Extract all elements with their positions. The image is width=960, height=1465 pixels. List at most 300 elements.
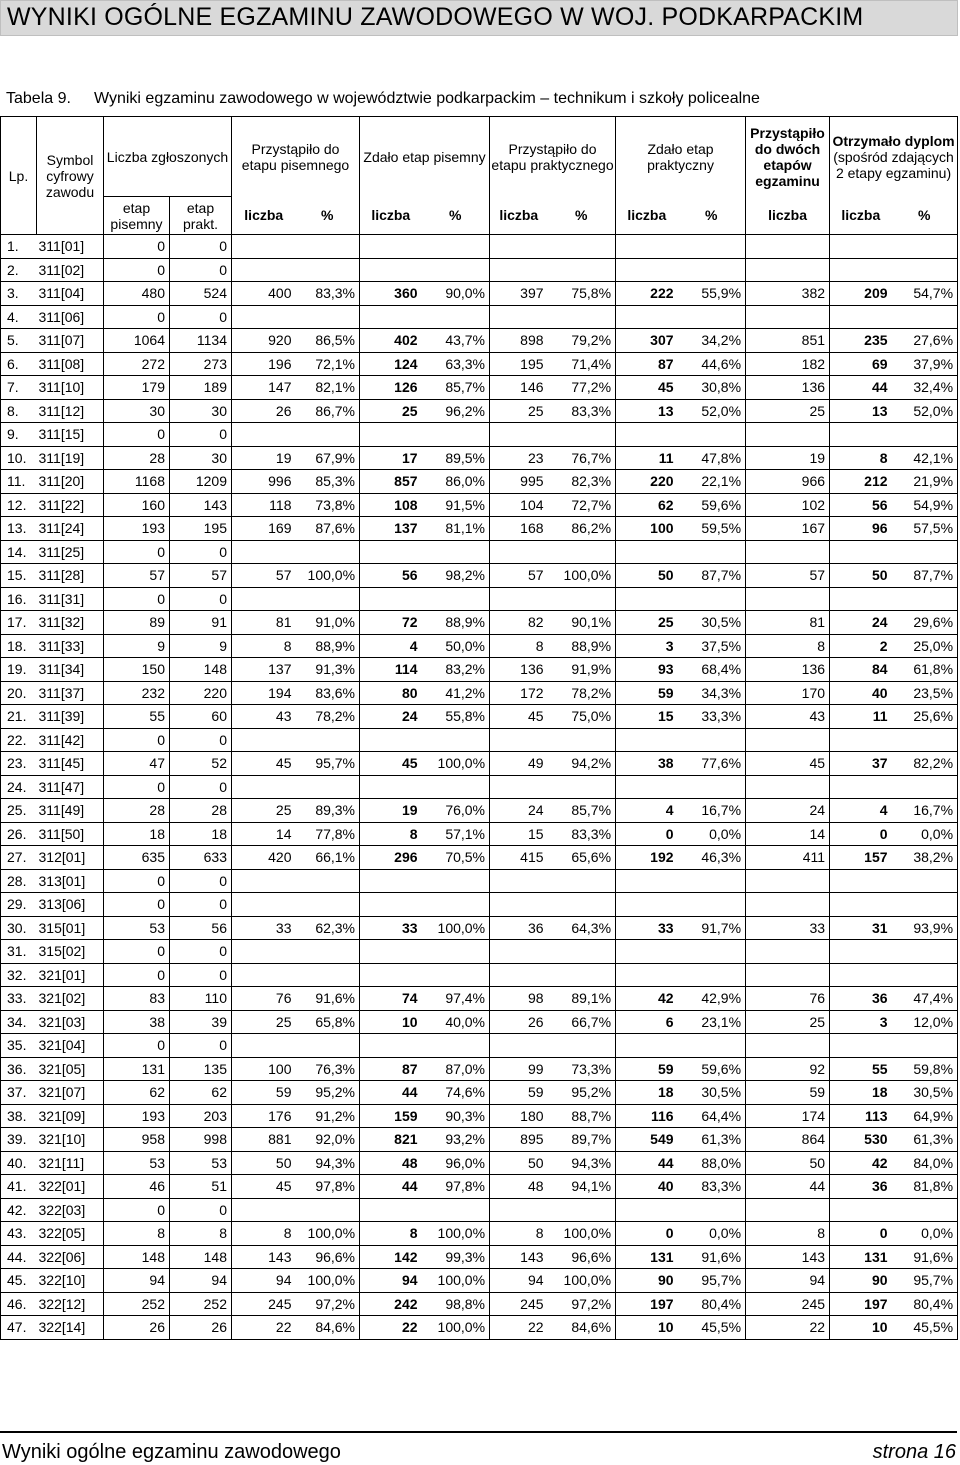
- cell-zdalo-pis-pct: 98,2%: [422, 564, 490, 588]
- cell-przyst-prakt-pct: 82,3%: [548, 470, 616, 494]
- cell-dyplom-pct: [892, 258, 958, 282]
- cell-dyplom-pct: 84,0%: [892, 1151, 958, 1175]
- cell-dwoch-liczba: 245: [746, 1292, 830, 1316]
- cell-dyplom-liczba: [830, 893, 892, 917]
- cell-zdalo-prakt-liczba: [616, 775, 678, 799]
- cell-lp: 18.: [1, 634, 37, 658]
- cell-zdalo-prakt-pct: [678, 1034, 746, 1058]
- cell-zgl-pisemny: 0: [104, 587, 170, 611]
- cell-przyst-prakt-liczba: 50: [490, 1151, 548, 1175]
- cell-dyplom-liczba: 4: [830, 799, 892, 823]
- cell-lp: 4.: [1, 305, 37, 329]
- cell-zdalo-prakt-liczba: 15: [616, 705, 678, 729]
- cell-zdalo-prakt-pct: [678, 869, 746, 893]
- cell-dyplom-pct: 91,6%: [892, 1245, 958, 1269]
- cell-dyplom-pct: 47,4%: [892, 987, 958, 1011]
- cell-przyst-prakt-liczba: 24: [490, 799, 548, 823]
- cell-zgl-prakt: 0: [170, 305, 232, 329]
- cell-zgl-pisemny: 28: [104, 446, 170, 470]
- cell-zgl-prakt: 0: [170, 869, 232, 893]
- cell-zdalo-prakt-liczba: 93: [616, 658, 678, 682]
- cell-dyplom-pct: 95,7%: [892, 1269, 958, 1293]
- cell-dyplom-liczba: [830, 963, 892, 987]
- cell-przyst-pis-pct: 83,3%: [296, 282, 360, 306]
- cell-dyplom-liczba: [830, 940, 892, 964]
- cell-przyst-pis-pct: 89,3%: [296, 799, 360, 823]
- cell-przyst-pis-liczba: 176: [232, 1104, 296, 1128]
- cell-zdalo-prakt-liczba: 4: [616, 799, 678, 823]
- cell-dyplom-liczba: 113: [830, 1104, 892, 1128]
- table-row: [1, 1057, 958, 1081]
- cell-dyplom-pct: 80,4%: [892, 1292, 958, 1316]
- cell-przyst-pis-liczba: 245: [232, 1292, 296, 1316]
- cell-przyst-prakt-pct: 88,7%: [548, 1104, 616, 1128]
- cell-przyst-prakt-liczba: 49: [490, 752, 548, 776]
- cell-symbol: 311[25]: [37, 540, 104, 564]
- cell-dwoch-liczba: 76: [746, 987, 830, 1011]
- cell-przyst-prakt-pct: 90,1%: [548, 611, 616, 635]
- cell-dyplom-liczba: [830, 775, 892, 799]
- cell-przyst-pis-liczba: 25: [232, 799, 296, 823]
- header-zdalo-pisemny: Zdało etap pisemny: [360, 117, 490, 197]
- cell-dyplom-pct: [892, 940, 958, 964]
- cell-zdalo-pis-liczba: 24: [360, 705, 422, 729]
- cell-zdalo-pis-pct: 96,0%: [422, 1151, 490, 1175]
- cell-zdalo-pis-liczba: 17: [360, 446, 422, 470]
- cell-zdalo-pis-liczba: 22: [360, 1316, 422, 1340]
- cell-przyst-pis-pct: 100,0%: [296, 1269, 360, 1293]
- cell-zgl-pisemny: 83: [104, 987, 170, 1011]
- cell-zdalo-pis-liczba: 94: [360, 1269, 422, 1293]
- cell-zdalo-prakt-liczba: [616, 1034, 678, 1058]
- cell-zdalo-prakt-pct: 47,8%: [678, 446, 746, 470]
- cell-przyst-prakt-pct: 84,6%: [548, 1316, 616, 1340]
- table-row: [1, 399, 958, 423]
- cell-przyst-pis-liczba: 169: [232, 517, 296, 541]
- cell-przyst-pis-liczba: 143: [232, 1245, 296, 1269]
- cell-zdalo-prakt-pct: [678, 1198, 746, 1222]
- cell-dwoch-liczba: 81: [746, 611, 830, 635]
- cell-dwoch-liczba: 24: [746, 799, 830, 823]
- table-row: [1, 634, 958, 658]
- cell-dwoch-liczba: 864: [746, 1128, 830, 1152]
- cell-dwoch-liczba: 102: [746, 493, 830, 517]
- cell-zdalo-pis-liczba: 8: [360, 822, 422, 846]
- table-row: [1, 1034, 958, 1058]
- cell-przyst-pis-pct: 96,6%: [296, 1245, 360, 1269]
- table-row: [1, 681, 958, 705]
- cell-lp: 3.: [1, 282, 37, 306]
- cell-przyst-prakt-pct: 100,0%: [548, 564, 616, 588]
- cell-lp: 41.: [1, 1175, 37, 1199]
- cell-symbol: 311[08]: [37, 352, 104, 376]
- cell-przyst-prakt-pct: 100,0%: [548, 1269, 616, 1293]
- cell-przyst-pis-liczba: 22: [232, 1316, 296, 1340]
- cell-zdalo-pis-liczba: [360, 423, 422, 447]
- cell-przyst-pis-pct: 86,7%: [296, 399, 360, 423]
- cell-zdalo-prakt-pct: 44,6%: [678, 352, 746, 376]
- cell-zdalo-pis-liczba: 44: [360, 1175, 422, 1199]
- cell-zgl-prakt: 633: [170, 846, 232, 870]
- cell-zgl-pisemny: 635: [104, 846, 170, 870]
- cell-dwoch-liczba: 43: [746, 705, 830, 729]
- cell-przyst-pis-liczba: [232, 963, 296, 987]
- table-number: Tabela 9.: [6, 90, 71, 107]
- cell-przyst-prakt-liczba: 415: [490, 846, 548, 870]
- cell-zdalo-prakt-liczba: 0: [616, 1222, 678, 1246]
- cell-przyst-pis-pct: 94,3%: [296, 1151, 360, 1175]
- cell-zdalo-prakt-pct: 23,1%: [678, 1010, 746, 1034]
- cell-symbol: 311[34]: [37, 658, 104, 682]
- cell-lp: 13.: [1, 517, 37, 541]
- cell-lp: 45.: [1, 1269, 37, 1293]
- cell-przyst-pis-pct: 84,6%: [296, 1316, 360, 1340]
- cell-zdalo-pis-liczba: [360, 940, 422, 964]
- table-row: [1, 282, 958, 306]
- cell-przyst-pis-liczba: 45: [232, 1175, 296, 1199]
- cell-zdalo-pis-liczba: [360, 1198, 422, 1222]
- header-pct-6: %: [892, 197, 958, 235]
- cell-dwoch-liczba: [746, 423, 830, 447]
- cell-przyst-pis-pct: 73,8%: [296, 493, 360, 517]
- cell-zgl-pisemny: 0: [104, 893, 170, 917]
- cell-symbol: 313[06]: [37, 893, 104, 917]
- cell-zgl-pisemny: 0: [104, 235, 170, 259]
- cell-przyst-pis-liczba: [232, 305, 296, 329]
- cell-dyplom-liczba: 131: [830, 1245, 892, 1269]
- cell-zdalo-pis-pct: 88,9%: [422, 611, 490, 635]
- cell-dwoch-liczba: [746, 775, 830, 799]
- cell-dyplom-liczba: 10: [830, 1316, 892, 1340]
- cell-zdalo-prakt-pct: [678, 305, 746, 329]
- cell-symbol: 322[01]: [37, 1175, 104, 1199]
- cell-dyplom-pct: 87,7%: [892, 564, 958, 588]
- cell-zdalo-prakt-liczba: [616, 587, 678, 611]
- table-row: [1, 963, 958, 987]
- cell-dyplom-liczba: 209: [830, 282, 892, 306]
- cell-zdalo-prakt-liczba: 45: [616, 376, 678, 400]
- header-liczba-5: liczba: [746, 197, 830, 235]
- cell-zdalo-pis-pct: [422, 1198, 490, 1222]
- cell-zdalo-pis-liczba: 142: [360, 1245, 422, 1269]
- cell-zgl-prakt: 1209: [170, 470, 232, 494]
- cell-symbol: 311[47]: [37, 775, 104, 799]
- cell-przyst-pis-liczba: 8: [232, 634, 296, 658]
- cell-zgl-prakt: 91: [170, 611, 232, 635]
- cell-dyplom-liczba: [830, 1198, 892, 1222]
- cell-przyst-pis-liczba: 45: [232, 752, 296, 776]
- cell-zdalo-prakt-pct: [678, 775, 746, 799]
- results-body: [1, 235, 958, 1340]
- cell-zdalo-pis-pct: 43,7%: [422, 329, 490, 353]
- cell-dwoch-liczba: 19: [746, 446, 830, 470]
- cell-zgl-pisemny: 62: [104, 1081, 170, 1105]
- cell-przyst-pis-liczba: 33: [232, 916, 296, 940]
- cell-przyst-prakt-liczba: [490, 1198, 548, 1222]
- cell-symbol: 321[05]: [37, 1057, 104, 1081]
- cell-przyst-pis-pct: 91,6%: [296, 987, 360, 1011]
- cell-zgl-pisemny: 0: [104, 1198, 170, 1222]
- cell-zgl-pisemny: 0: [104, 540, 170, 564]
- cell-dyplom-liczba: [830, 540, 892, 564]
- cell-dyplom-liczba: 0: [830, 1222, 892, 1246]
- cell-przyst-prakt-pct: 83,3%: [548, 822, 616, 846]
- table-row: [1, 446, 958, 470]
- cell-przyst-prakt-liczba: 8: [490, 1222, 548, 1246]
- cell-lp: 20.: [1, 681, 37, 705]
- cell-zdalo-prakt-liczba: 59: [616, 1057, 678, 1081]
- cell-zgl-prakt: 0: [170, 1034, 232, 1058]
- cell-lp: 46.: [1, 1292, 37, 1316]
- cell-zdalo-prakt-liczba: 6: [616, 1010, 678, 1034]
- cell-zdalo-prakt-pct: 88,0%: [678, 1151, 746, 1175]
- cell-zdalo-pis-liczba: 857: [360, 470, 422, 494]
- cell-zgl-prakt: 0: [170, 940, 232, 964]
- cell-dyplom-pct: 38,2%: [892, 846, 958, 870]
- cell-przyst-pis-pct: 82,1%: [296, 376, 360, 400]
- cell-zgl-pisemny: 232: [104, 681, 170, 705]
- cell-zdalo-prakt-liczba: [616, 869, 678, 893]
- cell-przyst-pis-liczba: [232, 587, 296, 611]
- cell-przyst-pis-liczba: 147: [232, 376, 296, 400]
- cell-zdalo-prakt-liczba: 131: [616, 1245, 678, 1269]
- cell-zdalo-prakt-pct: [678, 963, 746, 987]
- cell-zgl-prakt: 57: [170, 564, 232, 588]
- cell-przyst-pis-pct: 88,9%: [296, 634, 360, 658]
- table-row: [1, 1316, 958, 1340]
- cell-zdalo-prakt-liczba: 25: [616, 611, 678, 635]
- table-row: [1, 564, 958, 588]
- cell-przyst-prakt-pct: 79,2%: [548, 329, 616, 353]
- cell-przyst-prakt-liczba: 8: [490, 634, 548, 658]
- cell-zdalo-pis-liczba: 124: [360, 352, 422, 376]
- table-row: [1, 846, 958, 870]
- cell-zgl-prakt: 148: [170, 1245, 232, 1269]
- cell-zgl-prakt: 94: [170, 1269, 232, 1293]
- cell-przyst-pis-pct: 100,0%: [296, 564, 360, 588]
- cell-przyst-pis-liczba: 94: [232, 1269, 296, 1293]
- cell-przyst-prakt-liczba: 146: [490, 376, 548, 400]
- cell-symbol: 321[07]: [37, 1081, 104, 1105]
- table-row: [1, 799, 958, 823]
- cell-zdalo-pis-pct: 97,8%: [422, 1175, 490, 1199]
- cell-zdalo-pis-pct: [422, 940, 490, 964]
- cell-dyplom-liczba: 90: [830, 1269, 892, 1293]
- cell-zdalo-pis-pct: 86,0%: [422, 470, 490, 494]
- cell-symbol: 311[33]: [37, 634, 104, 658]
- cell-zgl-pisemny: 160: [104, 493, 170, 517]
- cell-zdalo-prakt-pct: 77,6%: [678, 752, 746, 776]
- cell-zgl-pisemny: 272: [104, 352, 170, 376]
- cell-przyst-prakt-pct: [548, 728, 616, 752]
- cell-dyplom-pct: 12,0%: [892, 1010, 958, 1034]
- cell-przyst-pis-liczba: [232, 423, 296, 447]
- cell-zgl-prakt: 0: [170, 540, 232, 564]
- cell-dyplom-liczba: 157: [830, 846, 892, 870]
- cell-dyplom-liczba: 2: [830, 634, 892, 658]
- cell-zdalo-prakt-liczba: 44: [616, 1151, 678, 1175]
- cell-przyst-pis-liczba: [232, 258, 296, 282]
- cell-przyst-prakt-pct: 65,6%: [548, 846, 616, 870]
- cell-zgl-pisemny: 53: [104, 1151, 170, 1175]
- cell-przyst-pis-pct: [296, 869, 360, 893]
- cell-zdalo-pis-pct: [422, 869, 490, 893]
- cell-zgl-prakt: 203: [170, 1104, 232, 1128]
- cell-przyst-pis-pct: [296, 963, 360, 987]
- cell-przyst-pis-liczba: [232, 869, 296, 893]
- cell-dyplom-pct: 54,9%: [892, 493, 958, 517]
- header-lp: Lp.: [1, 117, 37, 235]
- cell-lp: 26.: [1, 822, 37, 846]
- cell-dyplom-pct: [892, 869, 958, 893]
- cell-dyplom-pct: 30,5%: [892, 1081, 958, 1105]
- cell-zdalo-prakt-pct: 33,3%: [678, 705, 746, 729]
- cell-dyplom-liczba: 44: [830, 376, 892, 400]
- cell-lp: 34.: [1, 1010, 37, 1034]
- cell-symbol: 321[11]: [37, 1151, 104, 1175]
- cell-zdalo-pis-pct: [422, 258, 490, 282]
- cell-zdalo-pis-pct: 55,8%: [422, 705, 490, 729]
- cell-przyst-prakt-liczba: 94: [490, 1269, 548, 1293]
- cell-zgl-prakt: 0: [170, 1198, 232, 1222]
- cell-przyst-pis-liczba: [232, 540, 296, 564]
- results-table: [0, 116, 958, 1340]
- cell-zgl-prakt: 0: [170, 258, 232, 282]
- cell-symbol: 321[10]: [37, 1128, 104, 1152]
- cell-przyst-prakt-pct: [548, 587, 616, 611]
- cell-symbol: 322[05]: [37, 1222, 104, 1246]
- cell-zdalo-pis-pct: 100,0%: [422, 916, 490, 940]
- cell-przyst-prakt-liczba: 99: [490, 1057, 548, 1081]
- cell-przyst-prakt-liczba: 245: [490, 1292, 548, 1316]
- cell-przyst-pis-pct: 100,0%: [296, 1222, 360, 1246]
- cell-zdalo-pis-liczba: [360, 963, 422, 987]
- cell-symbol: 311[22]: [37, 493, 104, 517]
- cell-dyplom-liczba: 3: [830, 1010, 892, 1034]
- table-row: [1, 235, 958, 259]
- cell-przyst-pis-liczba: 920: [232, 329, 296, 353]
- cell-przyst-prakt-liczba: 195: [490, 352, 548, 376]
- cell-zdalo-pis-pct: 41,2%: [422, 681, 490, 705]
- cell-zdalo-pis-liczba: 10: [360, 1010, 422, 1034]
- cell-przyst-pis-liczba: 400: [232, 282, 296, 306]
- cell-przyst-pis-pct: 87,6%: [296, 517, 360, 541]
- cell-zdalo-pis-pct: 99,3%: [422, 1245, 490, 1269]
- cell-przyst-prakt-pct: 75,8%: [548, 282, 616, 306]
- cell-lp: 19.: [1, 658, 37, 682]
- cell-zdalo-prakt-liczba: 192: [616, 846, 678, 870]
- table-row: [1, 517, 958, 541]
- cell-symbol: 322[03]: [37, 1198, 104, 1222]
- cell-symbol: 315[02]: [37, 940, 104, 964]
- cell-dyplom-pct: 25,0%: [892, 634, 958, 658]
- cell-dwoch-liczba: 170: [746, 681, 830, 705]
- cell-zgl-prakt: 110: [170, 987, 232, 1011]
- cell-symbol: 311[45]: [37, 752, 104, 776]
- cell-zgl-prakt: 0: [170, 775, 232, 799]
- cell-dwoch-liczba: [746, 1198, 830, 1222]
- cell-zgl-pisemny: 0: [104, 1034, 170, 1058]
- cell-zdalo-prakt-liczba: [616, 305, 678, 329]
- cell-dwoch-liczba: 851: [746, 329, 830, 353]
- cell-lp: 32.: [1, 963, 37, 987]
- cell-zdalo-pis-liczba: 87: [360, 1057, 422, 1081]
- cell-dwoch-liczba: [746, 235, 830, 259]
- cell-przyst-pis-liczba: 50: [232, 1151, 296, 1175]
- cell-zgl-pisemny: 57: [104, 564, 170, 588]
- cell-symbol: 311[04]: [37, 282, 104, 306]
- cell-przyst-prakt-liczba: 136: [490, 658, 548, 682]
- cell-dyplom-pct: 37,9%: [892, 352, 958, 376]
- cell-przyst-prakt-pct: 89,7%: [548, 1128, 616, 1152]
- cell-symbol: 315[01]: [37, 916, 104, 940]
- cell-zgl-pisemny: 0: [104, 728, 170, 752]
- cell-przyst-prakt-liczba: [490, 423, 548, 447]
- cell-zgl-pisemny: 18: [104, 822, 170, 846]
- cell-zgl-pisemny: 8: [104, 1222, 170, 1246]
- header-pct-4: %: [678, 197, 746, 235]
- cell-dwoch-liczba: [746, 1034, 830, 1058]
- cell-przyst-prakt-liczba: 26: [490, 1010, 548, 1034]
- cell-zdalo-prakt-liczba: 222: [616, 282, 678, 306]
- cell-zgl-pisemny: 179: [104, 376, 170, 400]
- header-pct-3: %: [548, 197, 616, 235]
- cell-przyst-prakt-pct: 86,2%: [548, 517, 616, 541]
- cell-lp: 16.: [1, 587, 37, 611]
- cell-dyplom-pct: 64,9%: [892, 1104, 958, 1128]
- cell-lp: 39.: [1, 1128, 37, 1152]
- cell-lp: 7.: [1, 376, 37, 400]
- cell-przyst-prakt-liczba: 104: [490, 493, 548, 517]
- cell-dyplom-liczba: [830, 728, 892, 752]
- cell-przyst-pis-pct: 67,9%: [296, 446, 360, 470]
- cell-dwoch-liczba: [746, 963, 830, 987]
- cell-lp: 38.: [1, 1104, 37, 1128]
- table-row: [1, 940, 958, 964]
- cell-dyplom-pct: 57,5%: [892, 517, 958, 541]
- cell-zdalo-pis-pct: 100,0%: [422, 752, 490, 776]
- table-row: [1, 1269, 958, 1293]
- cell-zgl-pisemny: 148: [104, 1245, 170, 1269]
- cell-przyst-pis-pct: [296, 893, 360, 917]
- cell-dyplom-pct: 23,5%: [892, 681, 958, 705]
- cell-przyst-prakt-pct: 75,0%: [548, 705, 616, 729]
- cell-lp: 40.: [1, 1151, 37, 1175]
- cell-zdalo-pis-liczba: 402: [360, 329, 422, 353]
- cell-zdalo-prakt-pct: 61,3%: [678, 1128, 746, 1152]
- cell-przyst-pis-pct: [296, 1034, 360, 1058]
- cell-zdalo-pis-liczba: 108: [360, 493, 422, 517]
- cell-symbol: 311[15]: [37, 423, 104, 447]
- cell-dwoch-liczba: [746, 893, 830, 917]
- cell-dyplom-pct: 25,6%: [892, 705, 958, 729]
- cell-zdalo-pis-liczba: 74: [360, 987, 422, 1011]
- cell-przyst-prakt-pct: [548, 775, 616, 799]
- cell-zgl-pisemny: 150: [104, 658, 170, 682]
- cell-przyst-pis-liczba: [232, 893, 296, 917]
- cell-przyst-prakt-pct: [548, 540, 616, 564]
- cell-lp: 43.: [1, 1222, 37, 1246]
- cell-zdalo-prakt-pct: 68,4%: [678, 658, 746, 682]
- cell-przyst-prakt-liczba: [490, 305, 548, 329]
- cell-zdalo-prakt-liczba: 0: [616, 822, 678, 846]
- cell-przyst-pis-pct: 65,8%: [296, 1010, 360, 1034]
- cell-zdalo-prakt-liczba: 50: [616, 564, 678, 588]
- cell-zdalo-prakt-liczba: 62: [616, 493, 678, 517]
- table-row: [1, 705, 958, 729]
- cell-dyplom-pct: 27,6%: [892, 329, 958, 353]
- cell-przyst-prakt-pct: 77,2%: [548, 376, 616, 400]
